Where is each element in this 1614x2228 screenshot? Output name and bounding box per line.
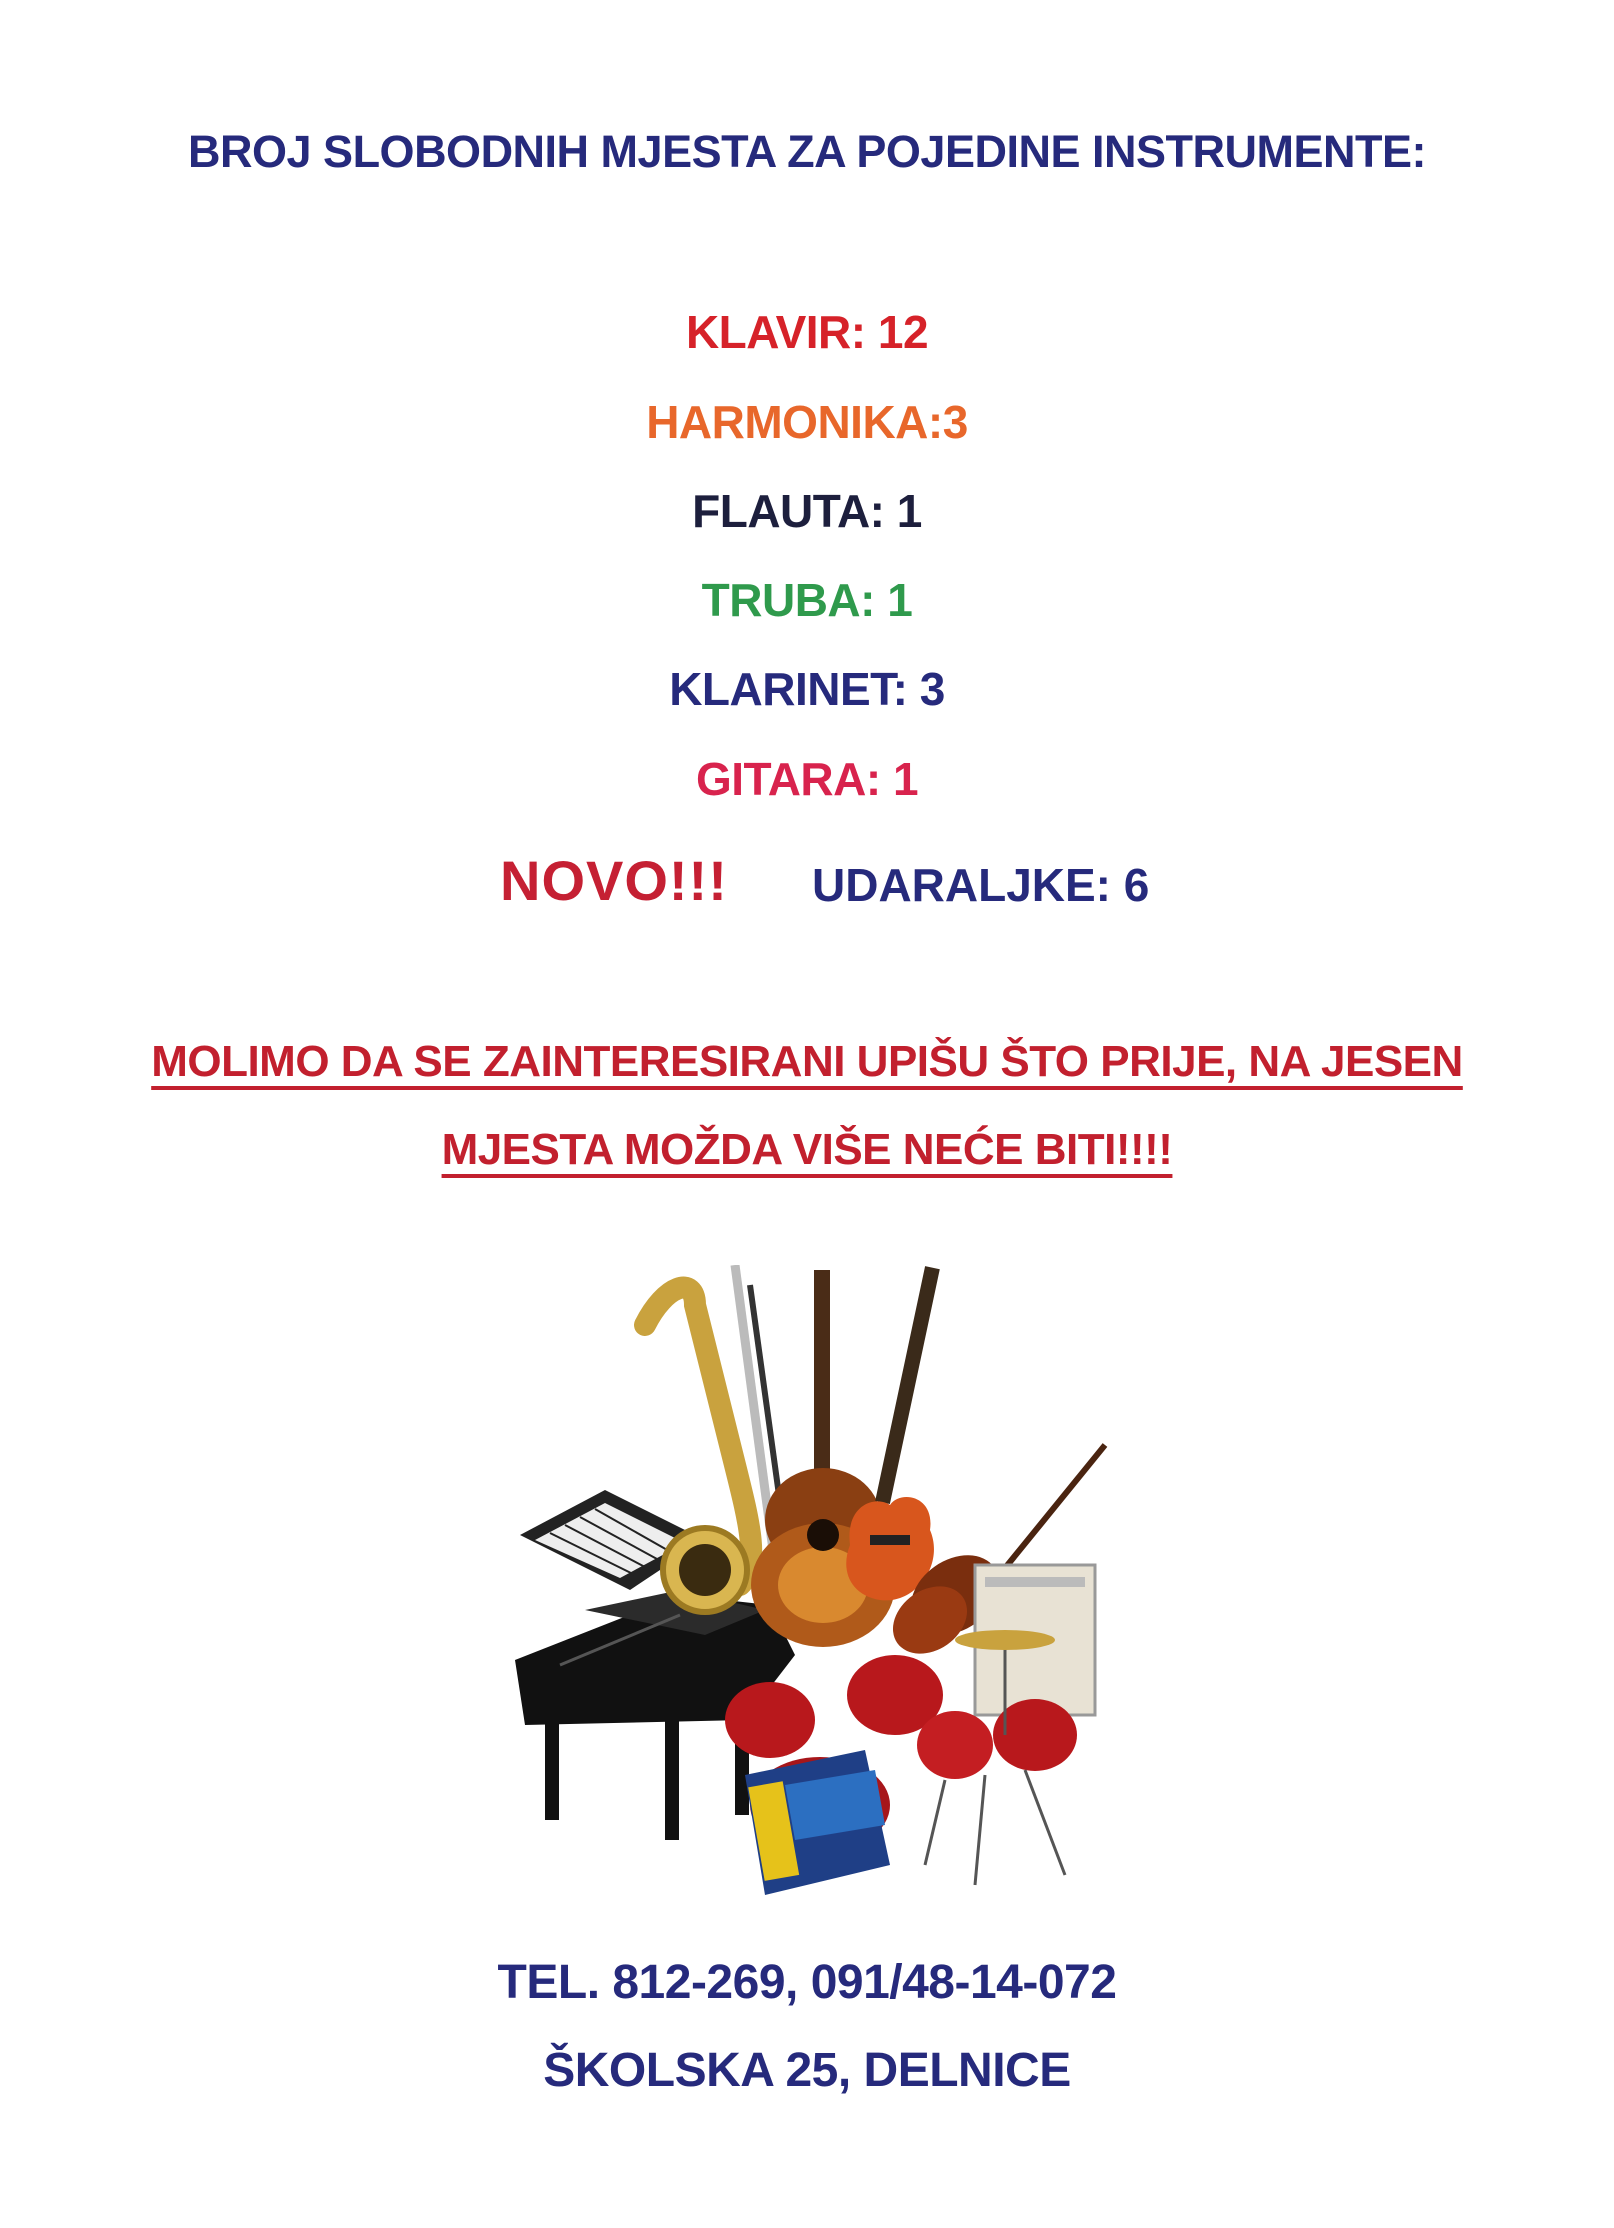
new-offer-row bbox=[0, 848, 1614, 918]
instrument-percussion: UDARALJKE: 6 bbox=[812, 859, 1150, 911]
notice-line-1: MOLIMO DA SE ZAINTERESIRANI UPIŠU ŠTO PRIJE, NA JESEN bbox=[151, 1037, 1463, 1086]
electric-guitar-icon bbox=[846, 1266, 940, 1600]
instrument-clarinet: KLARINET: 3 bbox=[669, 663, 945, 715]
instrument-piano: KLAVIR: 12 bbox=[685, 306, 929, 358]
saxophone-icon bbox=[645, 1288, 751, 1612]
new-tag: NOVO!!! bbox=[500, 849, 728, 912]
notice-line-2: MJESTA MOŽDA VIŠE NEĆE BITI!!!! bbox=[441, 1125, 1173, 1174]
instrument-accordion: HARMONIKA:3 bbox=[646, 396, 968, 448]
instrument-guitar: GITARA: 1 bbox=[695, 753, 919, 805]
instrument-flute: FLAUTA: 1 bbox=[692, 485, 922, 537]
contact-phone: TEL. 812-269, 091/48-14-072 bbox=[497, 1956, 1117, 2009]
contact-address: ŠKOLSKA 25, DELNICE bbox=[543, 2044, 1071, 2097]
music-books-icon bbox=[745, 1750, 890, 1895]
instrument-trumpet: TRUBA: 1 bbox=[701, 574, 913, 626]
musical-instruments-illustration bbox=[505, 1265, 1125, 1905]
page-title: BROJ SLOBODNIH MJESTA ZA POJEDINE INSTRUMENTE: bbox=[188, 126, 1426, 177]
